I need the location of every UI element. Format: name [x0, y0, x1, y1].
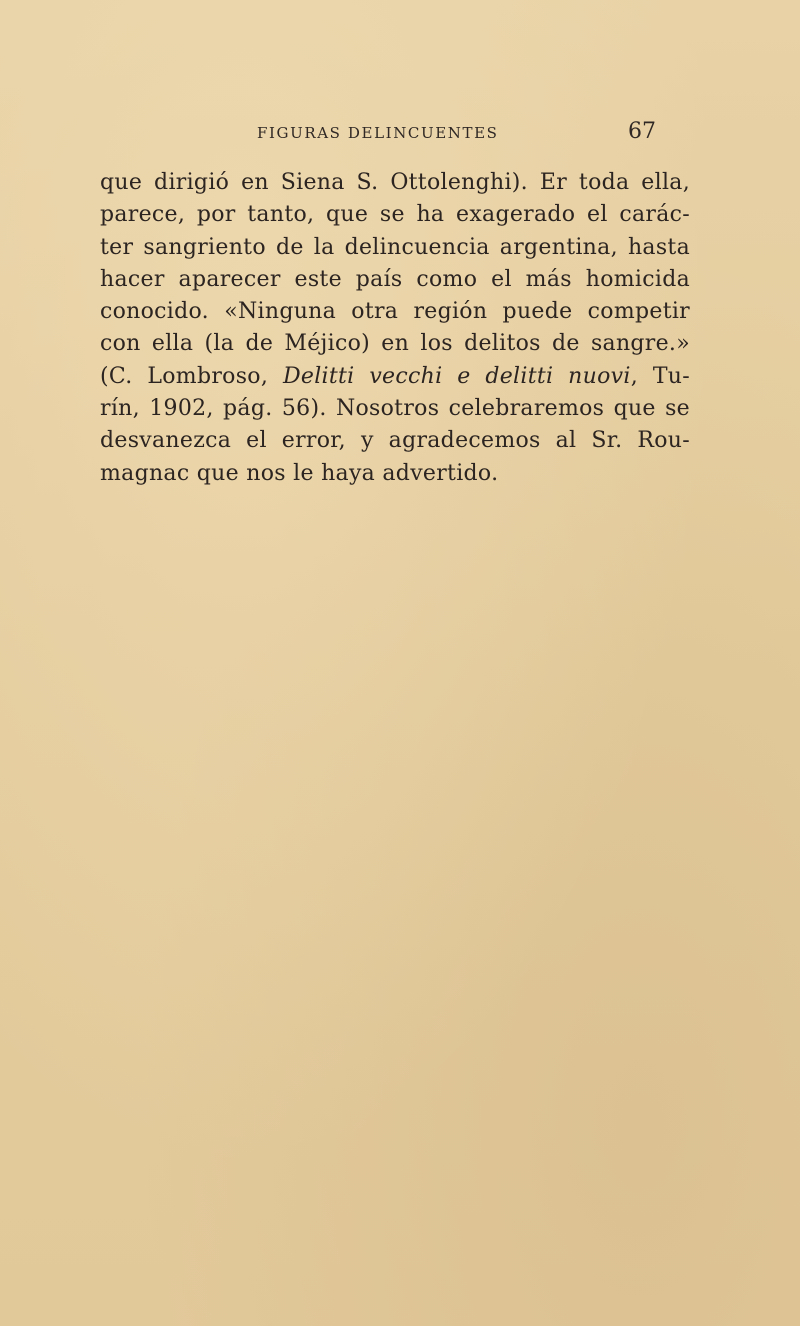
book-title-italic: Delitti vecchi e delitti nuovi — [282, 363, 631, 389]
text-line-3: ter sangriento de la delincuencia argentina, hasta — [100, 234, 690, 260]
text-line-8: rín, 1902, pág. 56). Nosotros celebraremos que se — [100, 396, 690, 422]
body-paragraph — [100, 167, 690, 490]
text-line-5: conocido. «Ninguna otra región puede competir — [100, 299, 690, 325]
citation-suffix: , Tu- — [630, 363, 691, 389]
text-line-4: hacer aparecer este país como el más homicida — [100, 266, 690, 292]
text-line-2: parece, por tanto, que se ha exagerado el carác- — [100, 202, 690, 228]
text-line-10: magnac que nos le haya advertido. — [100, 460, 499, 486]
text-line-9: desvanezca el error, y agradecemos al Sr. Rou- — [100, 428, 690, 454]
text-line-1: que dirigió en Siena S. Ottolenghi). Er toda ella, — [100, 170, 690, 195]
page-number: 67 — [628, 119, 656, 144]
page-header — [100, 119, 662, 149]
citation-prefix: (C. Lombroso, — [100, 363, 283, 389]
running-title: FIGURAS DELINCUENTES — [257, 124, 499, 142]
text-line-6: con ella (la de Méjico) en los delitos de sangre.» — [100, 331, 690, 357]
text-line-7 — [100, 361, 690, 393]
